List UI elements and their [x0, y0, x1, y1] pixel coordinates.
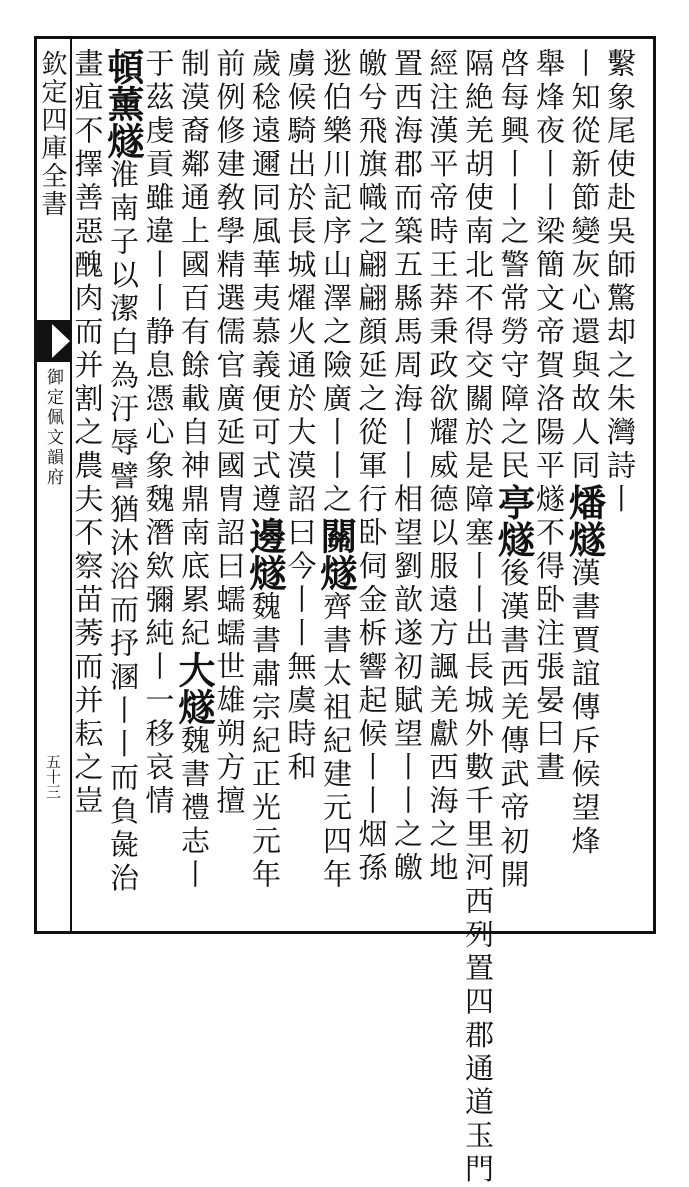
- entry-heading: 關燧: [314, 517, 358, 591]
- column-text: 繫象尾使赴吳師驚却之朱灣詩丨: [603, 48, 637, 517]
- column-text: 虜候騎出於長城燿火通於大漠: [283, 48, 318, 484]
- margin-page-number: 五十三: [44, 754, 62, 799]
- text-column: [352, 48, 392, 928]
- column-text: 于茲虔貢雖違丨丨静息憑心象魏潛欸彌純: [141, 48, 176, 651]
- column-text: 淮南子以潔白為汙辱譬猶沐浴而抒溷丨丨而負彘治: [106, 159, 140, 896]
- text-column: [103, 48, 143, 928]
- column-text: 啓每興丨丨之警常勞守障之民: [496, 48, 531, 484]
- entry-heading: 頓薰燧: [101, 48, 145, 159]
- column-text: 後漢書西羌傳武帝初開: [496, 557, 531, 893]
- text-column: [316, 48, 356, 928]
- column-text: 舉烽夜丨丨梁簡文帝賀洛陽平: [532, 48, 566, 484]
- text-column: [139, 48, 179, 928]
- entry-heading: 大燧: [172, 651, 216, 725]
- entry-heading: 燔燧: [562, 483, 607, 558]
- column-text: 逖伯樂川記序山澤之險廣丨丨之: [319, 48, 353, 517]
- column-text: 丨一移哀情: [141, 651, 176, 819]
- column-text: 前例修建敎學精選儒官廣延國胄: [212, 48, 247, 517]
- text-column: [387, 48, 427, 928]
- text-column: [68, 48, 108, 928]
- text-column: [491, 48, 536, 928]
- entry-heading: 亭燧: [491, 483, 536, 558]
- column-text: 魏書肅宗紀正光元年: [248, 591, 282, 893]
- column-text: 制漠裔鄰通上國百有餘載自神鼎南底累紀: [177, 48, 211, 651]
- column-text: 魏書禮志丨: [177, 725, 211, 893]
- margin-book-title: 御定佩文韻府: [43, 368, 63, 488]
- column-text: 丨知從新節變灰心還與故人同: [567, 48, 602, 484]
- text-column: [174, 48, 214, 928]
- text-column: [281, 48, 321, 928]
- text-column: [245, 48, 285, 928]
- margin-strip: [34, 36, 70, 934]
- text-column: [562, 48, 607, 928]
- column-text: 經注漢平帝時王莽秉政欲耀威德以服遠方諷羌獻西海之地: [425, 48, 460, 886]
- column-text: 詔曰蠕蠕世雄朔方擅: [212, 517, 247, 819]
- column-text: 歲稔遠邇同風華夷慕義便可式遵: [248, 48, 282, 517]
- text-column: [458, 48, 498, 1187]
- column-text: 漢書賈誼傳斥候望烽: [567, 557, 602, 859]
- column-text: 皦兮飛旗幟之翩翩顔延之從軍行卧伺金柝響起候丨丨烟孫: [354, 48, 389, 886]
- column-text: 河西列置四郡通道玉門: [461, 852, 495, 1187]
- column-text: 齊書太祖紀建元四年: [319, 591, 353, 893]
- column-text: 隔絶羌胡使南北不得交關於是障塞丨丨出長城外數千里: [461, 48, 495, 852]
- text-column: [210, 48, 250, 928]
- column-text: 畫: [70, 48, 105, 82]
- entry-heading: 邊燧: [243, 517, 287, 591]
- text-column: [423, 48, 463, 928]
- column-text: 燧不得卧注張晏曰晝: [532, 483, 566, 785]
- column-text: 置西海郡而築五縣馬周海丨丨相望劉歆遂初賦望丨丨之皦: [390, 48, 424, 886]
- column-text: 疽不擇善惡醜肉而并割之農夫不察苗莠而并耘之豈: [70, 81, 105, 819]
- column-text: 詔曰今丨丨無虞時和: [283, 483, 318, 785]
- margin-title: 欽定四庫全書: [37, 50, 67, 218]
